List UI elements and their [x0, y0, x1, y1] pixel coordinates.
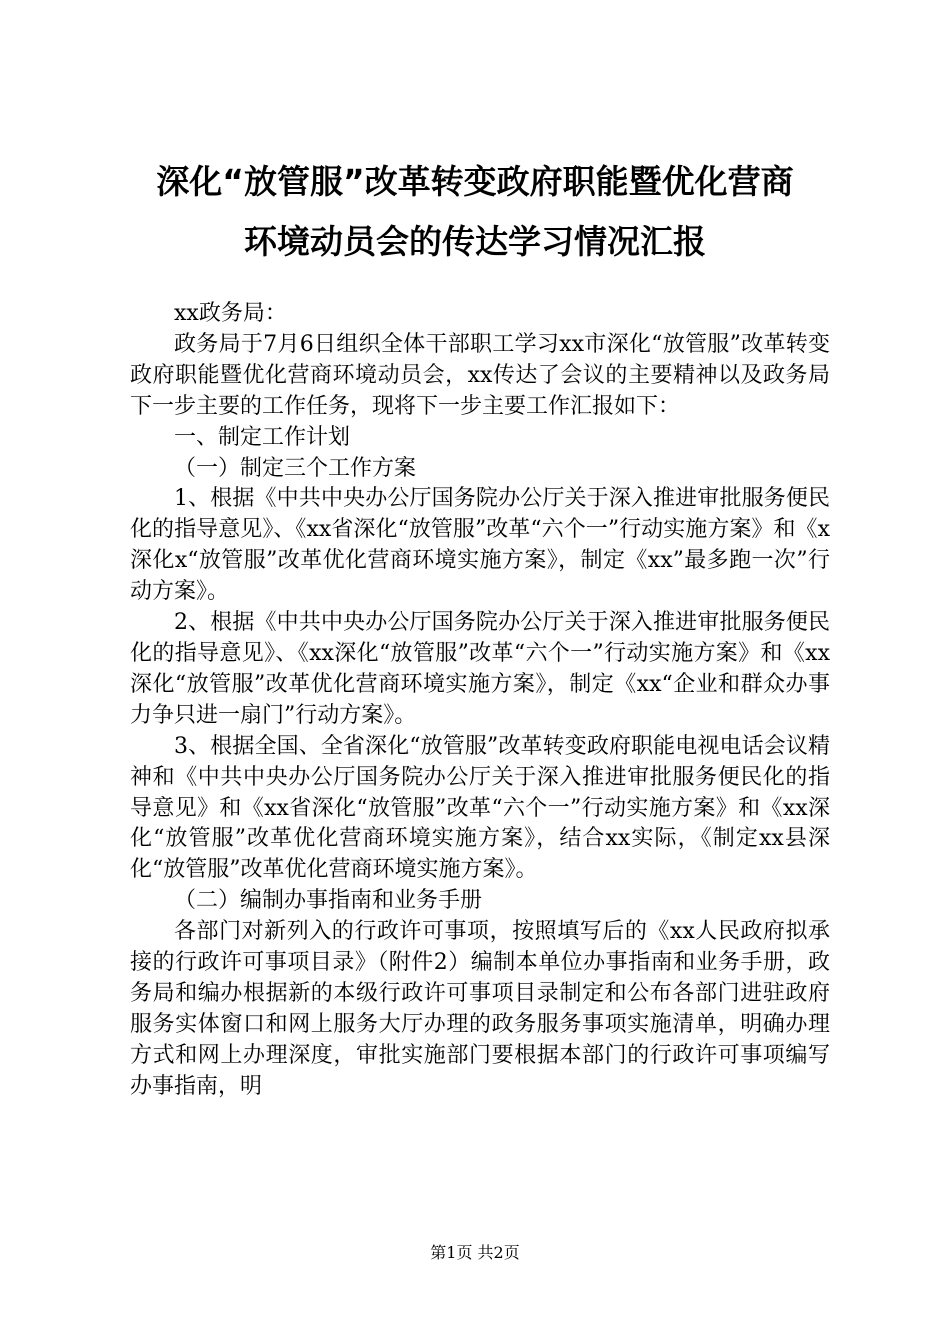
subsection-heading-1: （一）制定三个工作方案 [174, 455, 417, 481]
document-title-line-2: 环境动员会的传达学习情况汇报 [244, 222, 706, 261]
list-item-1: 1、根据《中共中央办公厅国务院办公厅关于深入推进审批服务便民化的指导意见》、《xx省深化“放管服”改革“六个一”行动实施方案》和《x深化x“放管服”改革优化营商环境实施方案》，制定《xx”最多跑一次”行动方案》。 [130, 486, 830, 605]
body-paragraph: 各部门对新列入的行政许可事项，按照填写后的《xx人民政府拟承接的行政许可事项目录》（附件2）编制本单位办事指南和业务手册，政务局和编办根据新的本级行政许可事项目录制定和公布各部门进驻政府服务实体窗口和网上服务大厅办理的政务服务事项实施清单，明确办理方式和网上办理深度，审批实施部门要根据本部门的行政许可事项编写办事指南，明 [130, 919, 830, 1099]
salutation: xx政务局： [174, 301, 287, 326]
section-heading-1: 一、制定工作计划 [174, 424, 351, 450]
list-item-3: 3、根据全国、全省深化“放管服”改革转变政府职能电视电话会议精神和《中共中央办公厅国务院办公厅关于深入推进审批服务便民化的指导意见》和《xx省深化“放管服”改革“六个一”行动实施方案》和《xx深化“放管服”改革优化营商环境实施方案》，结合xx实际，《制定xx县深化“放管服”改革优化营商环境实施方案》。 [130, 733, 830, 883]
page-number-footer: 第1页 共2页 [430, 1243, 520, 1262]
document-title-line-1: 深化“放管服”改革转变政府职能暨优化营商 [156, 162, 794, 201]
subsection-heading-2: （二）编制办事指南和业务手册 [174, 888, 483, 914]
list-item-2: 2、根据《中共中央办公厅国务院办公厅关于深入推进审批服务便民化的指导意见》、《xx深化“放管服”改革“六个一”行动实施方案》和《xx深化“放管服”改革优化营商环境实施方案》，制定《xx“企业和群众办事力争只进一扇门”行动方案》。 [130, 610, 830, 728]
document-body [130, 299, 830, 1103]
intro-paragraph: 政务局于7月6日组织全体干部职工学习xx市深化“放管服”改革转变政府职能暨优化营商环境动员会，xx传达了会议的主要精神以及政务局下一步主要的工作任务，现将下一步主要工作汇报如下： [130, 331, 830, 419]
